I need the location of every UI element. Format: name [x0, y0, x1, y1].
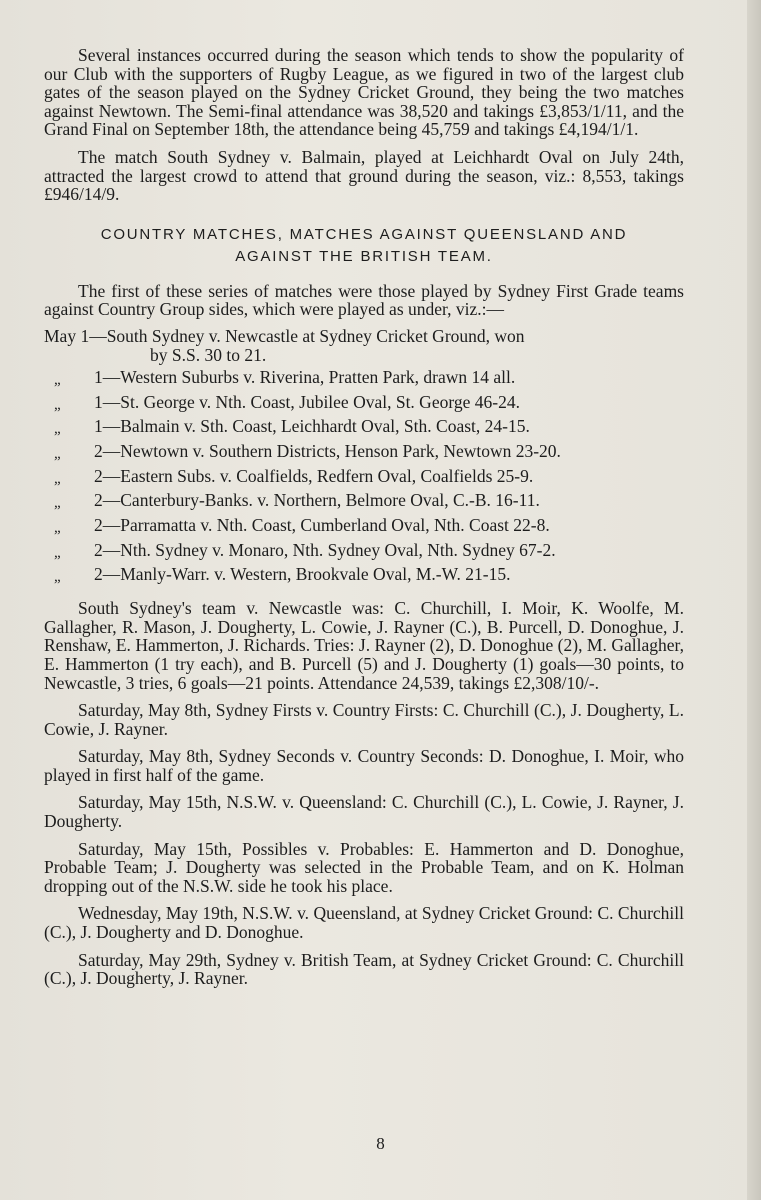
- fixture-text: 2—Eastern Subs. v. Coalfields, Redfern Oval, Coalfields 25-9.: [94, 465, 534, 486]
- section-heading-line-2: AGAINST THE BRITISH TEAM.: [235, 247, 493, 265]
- section-heading-line-1: COUNTRY MATCHES, MATCHES AGAINST QUEENSLAND AND: [100, 225, 628, 243]
- selection-paragraph: Saturday, May 8th, Sydney Seconds v. Country Seconds: D. Donoghue, I. Moir, who played in first half of the game.: [44, 746, 684, 785]
- fixture-item: [44, 365, 684, 390]
- page-edge: [747, 0, 761, 1200]
- selection-paragraph: Saturday, May 8th, Sydney Firsts v. Country Firsts: C. Churchill (C.), J. Dougherty, L. Cowie, J. Rayner.: [44, 700, 684, 739]
- fixture-item: [44, 513, 684, 538]
- selection-paragraph: Wednesday, May 19th, N.S.W. v. Queensland, at Sydney Cricket Ground: C. Churchill (C.), J. Dougherty and D. Donoghue.: [44, 903, 684, 943]
- fixture-item: [44, 390, 684, 415]
- fixture-item: [44, 488, 684, 513]
- fixture-item: [44, 538, 684, 563]
- fixture-item-first: [44, 327, 684, 365]
- fixture-text: 1—St. George v. Nth. Coast, Jubilee Oval, St. George 46-24.: [94, 391, 520, 412]
- fixture-item: [44, 439, 684, 464]
- selection-paragraph: Saturday, May 15th, Possibles v. Probables: E. Hammerton and D. Donoghue, Probable Team; J. Dougherty was selected in the Probable Team, and on K. Holman dropping out of the N.S.W. side he took his place.: [44, 838, 684, 896]
- intro-paragraph-attendance: Several instances occurred during the season which tends to show the popularity of our Club with the supporters of Rugby League, as we figured in two of the largest club gates of the season played on the Sydney Cricket Ground, they being the two matches against Newtown. The Semi-final attendance was 38,520 and takings £3,853/1/11, and the Grand Final on September 18th, the attendance being 45,759 and takings £4,194/1/1.: [44, 45, 684, 140]
- ditto-mark: „: [54, 421, 61, 438]
- page-number: 8: [376, 1134, 385, 1153]
- fixture-text: 2—Canterbury-Banks. v. Northern, Belmore Oval, C.-B. 16-11.: [94, 490, 540, 511]
- selection-paragraph: Saturday, May 29th, Sydney v. British Team, at Sydney Cricket Ground: C. Churchill (C.), J. Dougherty, J. Rayner.: [44, 949, 684, 989]
- fixture-text: 2—Parramatta v. Nth. Coast, Cumberland Oval, Nth. Coast 22-8.: [94, 515, 550, 536]
- fixture-text: 2—Manly-Warr. v. Western, Brookvale Oval, M.-W. 21-15.: [94, 564, 511, 585]
- intro-paragraph-balmain: The match South Sydney v. Balmain, played at Leichhardt Oval on July 24th, attracted the largest crowd to attend that ground during the season, viz.: 8,553, takings £946/14/9.: [44, 146, 684, 205]
- fixture-text: 2—Nth. Sydney v. Monaro, Nth. Sydney Oval, Nth. Sydney 67-2.: [94, 539, 556, 560]
- ditto-mark: „: [54, 371, 61, 388]
- series-intro-paragraph: The first of these series of matches were those played by Sydney First Grade teams against Country Group sides, which were played as under, viz.:—: [44, 280, 684, 320]
- fixture-item: [44, 464, 684, 489]
- selection-paragraph: Saturday, May 15th, N.S.W. v. Queensland: C. Churchill (C.), L. Cowie, J. Rayner, J. Dougherty.: [44, 792, 684, 832]
- team-paragraph: South Sydney's team v. Newcastle was: C. Churchill, I. Moir, K. Woolfe, M. Gallagher, R. Mason, J. Dougherty, L. Cowie, J. Rayner (C.), B. Purcell, D. Donoghue, J. Renshaw, E. Hammerton, J. Richards. Tries: J. Rayner (2), D. Donoghue (2), M. Gallagher, E. Hammerton (1 try each), and B. Purcell (5) and J. Dougherty (1) goals—30 points, to Newcastle, 3 tries, 6 goals—21 points. Attendance 24,539, takings £2,308/10/-.: [44, 598, 684, 693]
- fixture-first-line-2: by S.S. 30 to 21.: [150, 344, 267, 365]
- fixture-first-line-1: May 1—South Sydney v. Newcastle at Sydney Cricket Ground, won: [44, 325, 525, 346]
- ditto-mark: „: [54, 470, 61, 487]
- fixture-text: 2—Newtown v. Southern Districts, Henson Park, Newtown 23-20.: [94, 441, 561, 461]
- ditto-mark: „: [54, 495, 61, 512]
- ditto-mark: „: [54, 569, 61, 586]
- fixture-text: 1—Balmain v. Sth. Coast, Leichhardt Oval, Sth. Coast, 24-15.: [94, 416, 530, 437]
- ditto-mark: „: [54, 544, 61, 561]
- ditto-mark: „: [54, 396, 61, 413]
- ditto-mark: „: [54, 520, 61, 537]
- fixture-item: [44, 562, 684, 587]
- fixture-item: [44, 414, 684, 439]
- ditto-mark: „: [54, 446, 61, 462]
- section-heading: [44, 224, 684, 268]
- fixture-list: [44, 327, 684, 587]
- page-content: [44, 46, 684, 988]
- fixture-text: 1—Western Suburbs v. Riverina, Pratten Park, drawn 14 all.: [94, 366, 516, 387]
